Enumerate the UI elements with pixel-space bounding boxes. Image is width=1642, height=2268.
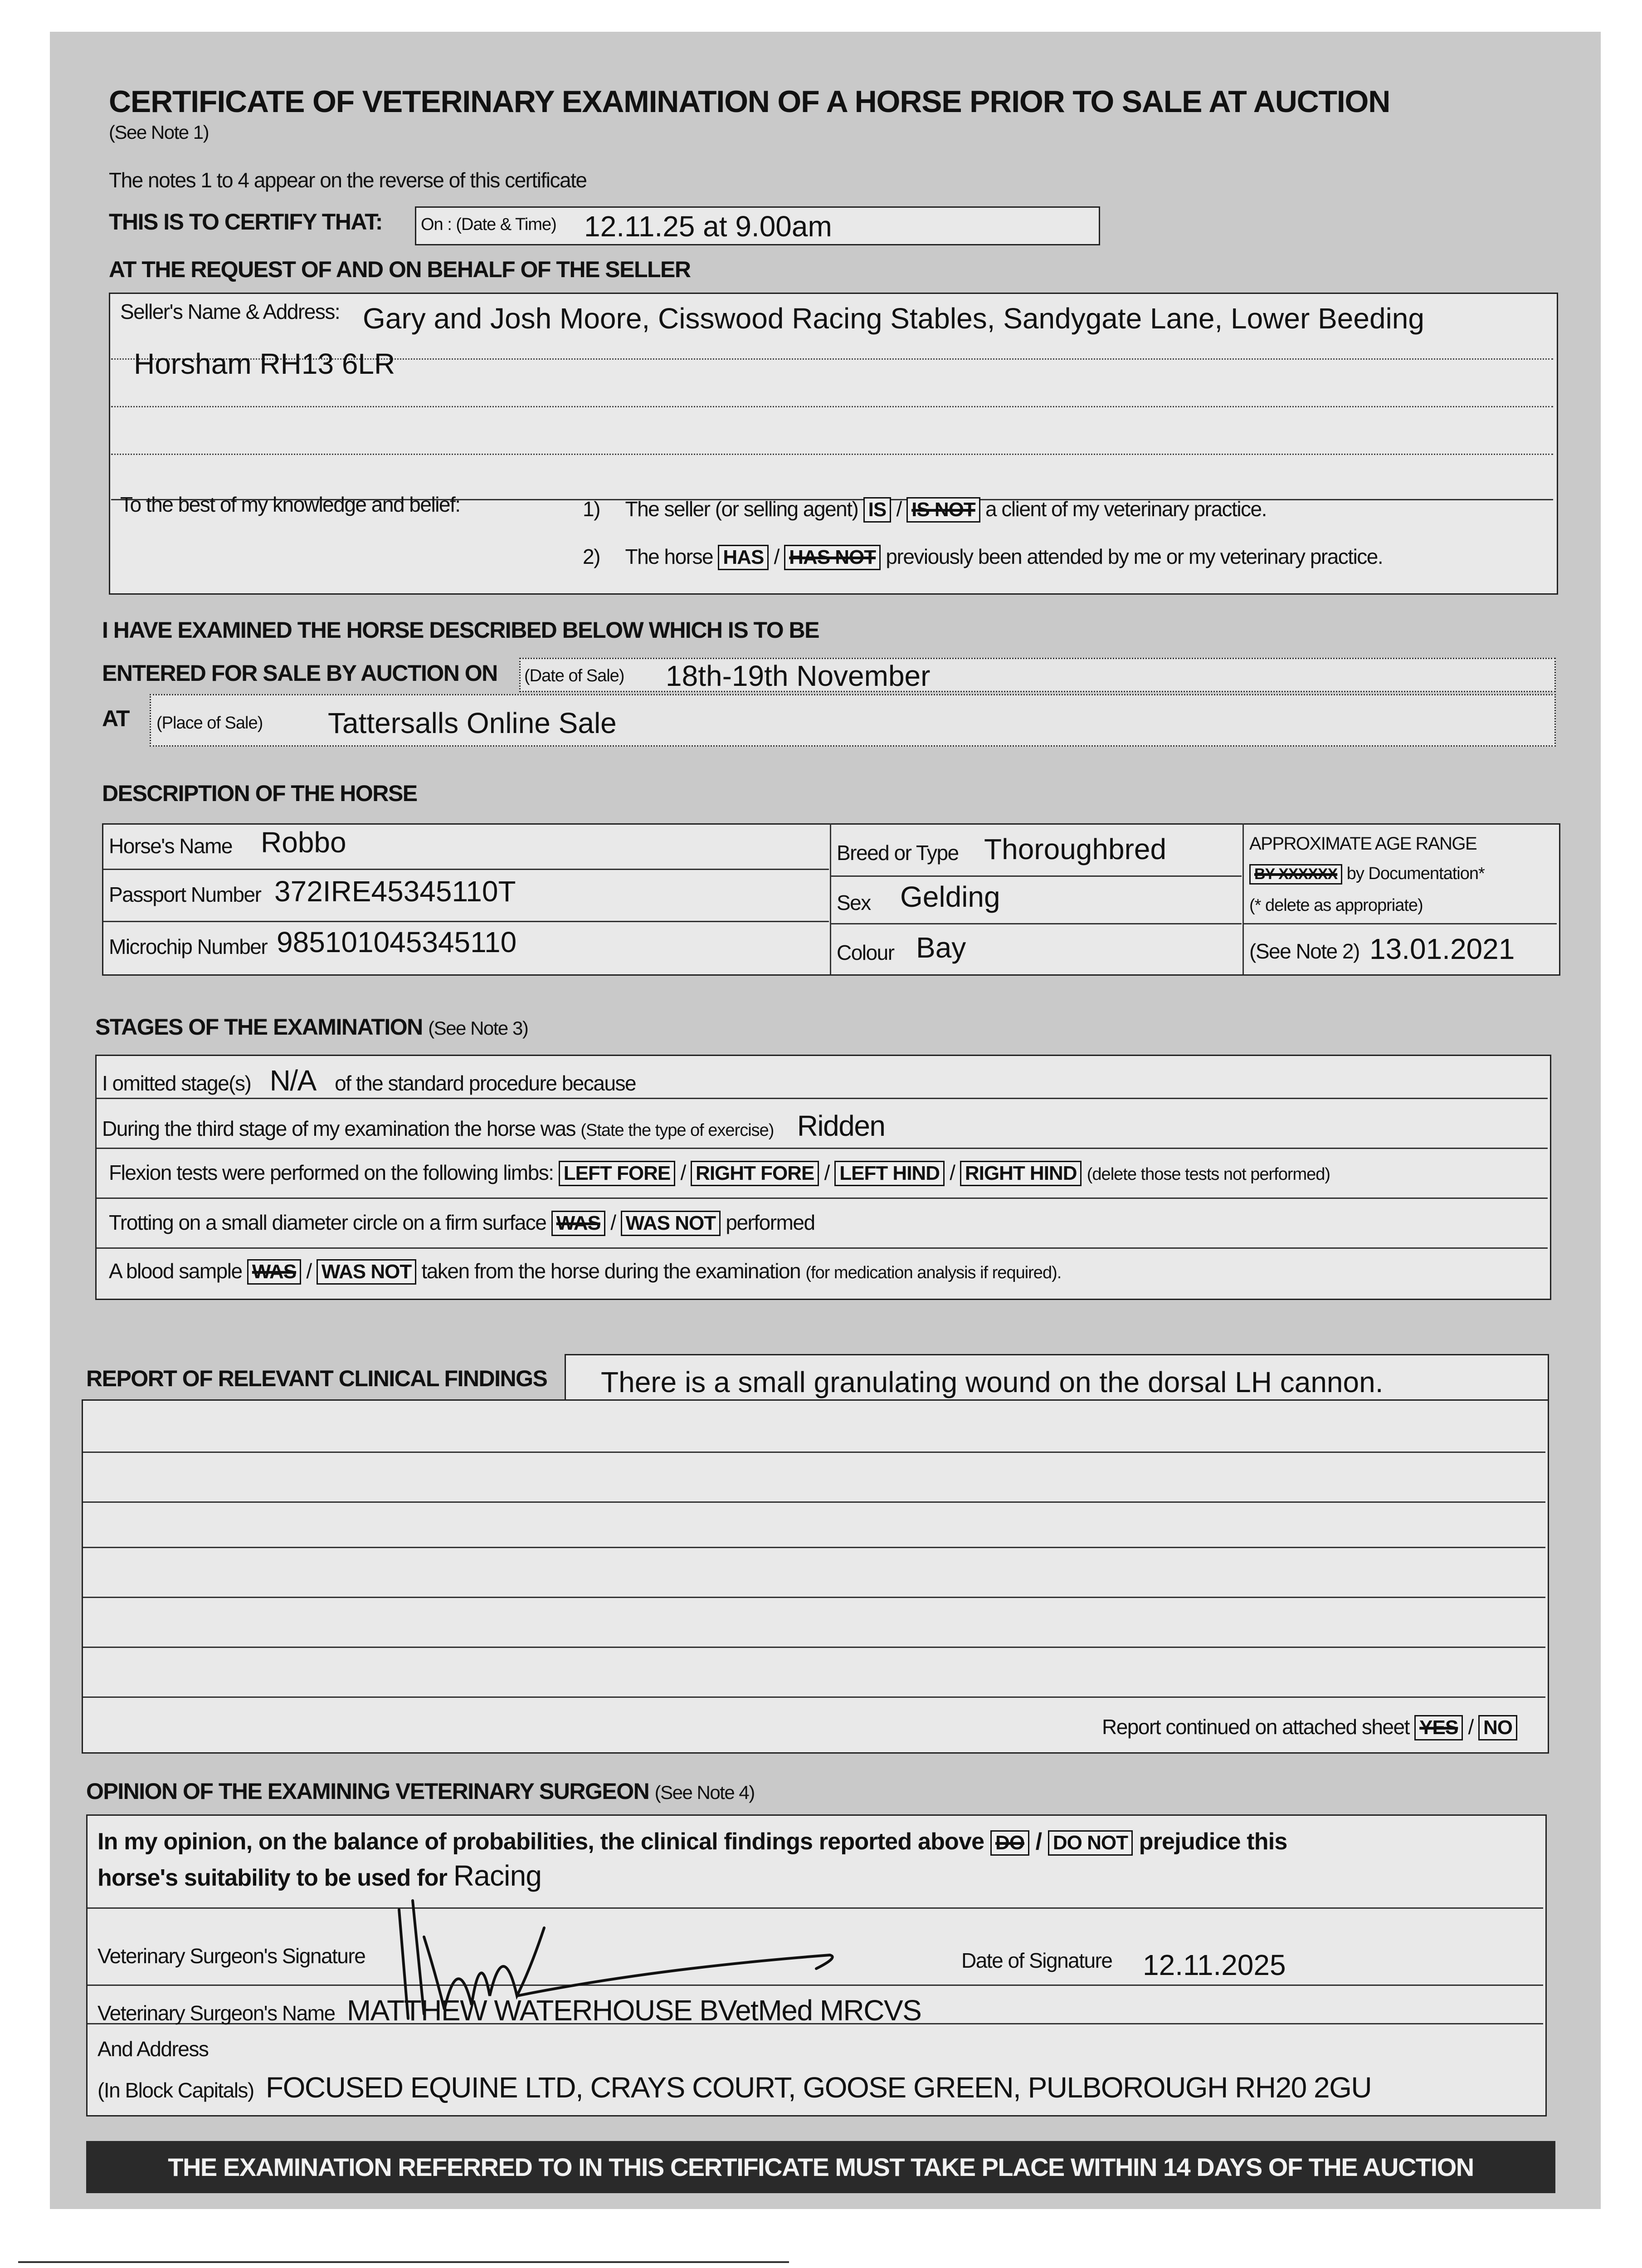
flexion-row: Flexion tests were performed on the following limbs: LEFT FORE / RIGHT FORE / LEFT HIND / RIGHT HIND (delete those tests not performed) [109,1160,1330,1186]
seller-rule-2 [111,406,1553,407]
date-of-sale-value: 18th-19th November [666,660,931,692]
opinion-heading-text: OPINION OF THE EXAMINING VETERINARY SURGEON [86,1779,649,1804]
desc-row-divider-2 [103,921,829,922]
opinion-tail: prejudice this [1139,1828,1287,1855]
opinion-line-1: In my opinion, on the balance of probabilities, the clinical findings reported above DO / DO NOT prejudice this [97,1828,1287,1855]
examined-heading: I HAVE EXAMINED THE HORSE DESCRIBED BELOW WHICH IS TO BE [102,617,819,643]
stages-rule-4 [97,1247,1548,1249]
bottom-edge-line [18,2261,789,2263]
stages-heading [95,1014,528,1040]
desc-row-divider-5 [1244,923,1557,924]
k2-text: The horse [625,545,713,568]
vet-name-row [97,1994,921,2027]
report-rule-3 [83,1547,1545,1548]
microchip-label: Microchip Number [109,935,268,958]
k1-text: The seller (or selling agent) [625,497,858,521]
third-stage-hint: (State the type of exercise) [580,1121,774,1140]
desc-row-divider-4 [831,923,1242,924]
flexion-left-hind[interactable]: LEFT HIND [834,1161,945,1186]
omitted-tail: of the standard procedure because [335,1071,636,1095]
request-heading: AT THE REQUEST OF AND ON BEHALF OF THE SELLER [109,257,691,282]
blood-tail: taken from the horse during the examination [421,1259,801,1283]
opinion-text-2: horse's suitability to be used for [97,1865,448,1891]
sex-value[interactable]: Gelding [900,880,1000,913]
on-date-field[interactable] [415,206,1100,245]
blood-was-not-option[interactable]: WAS NOT [317,1259,416,1285]
signature-date-value[interactable]: 12.11.2025 [1143,1949,1286,1981]
blood-row: A blood sample WAS / WAS NOT taken from the horse during the examination (for medication analysis if required). [109,1259,1061,1285]
trot-was-option[interactable]: WAS [551,1211,605,1236]
report-heading: REPORT OF RELEVANT CLINICAL FINDINGS [86,1366,547,1391]
age-heading: APPROXIMATE AGE RANGE [1249,834,1477,854]
at-label: AT [102,706,129,731]
knowledge-item-2: 2) The horse HAS / HAS NOT previously been attended by me or my veterinary practice. [583,544,1383,570]
stages-rule-2 [97,1148,1548,1149]
flexion-right-hind[interactable]: RIGHT HIND [960,1161,1082,1186]
age-delete-note: (* delete as appropriate) [1249,896,1423,915]
address-value[interactable]: FOCUSED EQUINE LTD, CRAYS COURT, GOOSE GREEN, PULBOROUGH RH20 2GU [266,2071,1372,2104]
on-date-value: 12.11.25 at 9.00am [584,210,832,243]
age-value[interactable]: 13.01.2021 [1369,933,1515,965]
continued-no-option[interactable]: NO [1478,1715,1517,1740]
report-rule-1 [83,1452,1545,1453]
address-row [97,2071,1371,2104]
on-date-label: On : (Date & Time) [421,215,556,234]
k1-is-not-option[interactable]: IS NOT [906,497,980,523]
date-of-sale-field[interactable] [519,658,1556,692]
place-of-sale-value: Tattersalls Online Sale [328,707,617,739]
signature-label: Veterinary Surgeon's Signature [97,1944,365,1968]
k2-has-not-option[interactable]: HAS NOT [784,545,881,570]
breed-label: Breed or Type [837,841,959,865]
k2-tail: previously been attended by me or my veterinary practice. [886,545,1383,568]
flexion-label: Flexion tests were performed on the following limbs: [109,1161,554,1184]
seller-rule-3 [111,454,1553,455]
description-heading: DESCRIPTION OF THE HORSE [102,781,417,806]
age-by-documentation [1249,864,1485,885]
stages-rule-3 [97,1198,1548,1199]
footer-banner: THE EXAMINATION REFERRED TO IN THIS CERTIFICATE MUST TAKE PLACE WITHIN 14 DAYS OF THE AUCTION [86,2141,1555,2193]
k1-is-option[interactable]: IS [863,497,892,523]
passport-value[interactable]: 372IRE45345110T [274,875,516,908]
opinion-note: (See Note 4) [654,1782,755,1803]
blood-was-option[interactable]: WAS [247,1259,301,1285]
report-rule-5 [83,1647,1545,1648]
third-stage-label: During the third stage of my examination the horse was [102,1117,576,1140]
place-of-sale-field[interactable] [150,694,1556,747]
entered-label: ENTERED FOR SALE BY AUCTION ON [102,660,497,686]
opinion-heading [86,1778,755,1804]
date-of-sale-label: (Date of Sale) [524,666,624,685]
horse-name-label: Horse's Name [109,834,232,858]
sex-label: Sex [837,891,871,914]
continued-yes-option[interactable]: YES [1414,1715,1463,1740]
microchip-value[interactable]: 985101045345110 [277,926,517,958]
continued-label: Report continued on attached sheet [1102,1715,1409,1739]
seller-line2[interactable]: Horsham RH13 6LR [134,347,395,380]
flexion-tail: (delete those tests not performed) [1087,1165,1330,1184]
vet-name-value[interactable]: MATTHEW WATERHOUSE BVetMed MRCVS [346,1994,921,2027]
omitted-value[interactable]: N/A [269,1064,316,1097]
vet-name-label: Veterinary Surgeon's Name [97,2001,335,2025]
desc-row-divider-1 [103,869,829,870]
report-value[interactable]: There is a small granulating wound on the dorsal LH cannon. [601,1366,1384,1398]
continued-row: Report continued on attached sheet YES / NO [1102,1715,1517,1740]
page-title: CERTIFICATE OF VETERINARY EXAMINATION OF A HORSE PRIOR TO SALE AT AUCTION [109,84,1390,119]
k2-has-option[interactable]: HAS [718,545,769,570]
opinion-do-not-option[interactable]: DO NOT [1048,1830,1133,1856]
opinion-do-option[interactable]: DO [990,1830,1029,1856]
blood-hint: (for medication analysis if required). [805,1263,1062,1282]
k2-num: 2) [583,545,600,568]
k1-num: 1) [583,497,600,521]
k1-tail: a client of my veterinary practice. [985,497,1267,521]
breed-value[interactable]: Thoroughbred [984,833,1167,865]
opinion-value[interactable]: Racing [453,1859,542,1892]
stages-rule-1 [97,1098,1548,1099]
notes-line: The notes 1 to 4 appear on the reverse of this certificate [109,168,587,192]
address-label-2: (In Block Capitals) [97,2078,254,2102]
blood-label: A blood sample [109,1259,242,1283]
age-by-text: by Documentation* [1346,864,1485,883]
knowledge-label: To the best of my knowledge and belief: [120,493,460,516]
horse-name-value[interactable]: Robbo [261,826,346,859]
knowledge-item-1: 1) The seller (or selling agent) IS / IS NOT a client of my veterinary practice. [583,497,1267,523]
seller-line1[interactable]: Gary and Josh Moore, Cisswood Racing Stables, Sandygate Lane, Lower Beeding [363,302,1424,335]
see-note-1: (See Note 1) [109,122,209,143]
passport-label: Passport Number [109,883,261,906]
trot-label: Trotting on a small diameter circle on a firm surface [109,1211,546,1234]
desc-col-divider-1 [830,823,831,974]
report-rule-6 [83,1696,1545,1698]
omitted-label: I omitted stage(s) [102,1071,251,1095]
third-stage-row [102,1109,885,1143]
age-deleted-option[interactable]: BY XXXXXX [1249,864,1342,885]
address-label-1: And Address [97,2037,209,2061]
colour-label: Colour [837,941,894,964]
third-stage-value[interactable]: Ridden [797,1110,885,1142]
stages-heading-text: STAGES OF THE EXAMINATION [95,1014,423,1040]
certify-label: THIS IS TO CERTIFY THAT: [109,209,382,235]
opinion-text-1: In my opinion, on the balance of probabilities, the clinical findings reported above [97,1828,984,1855]
trot-was-not-option[interactable]: WAS NOT [621,1211,721,1236]
report-rule-4 [83,1597,1545,1598]
place-of-sale-label: (Place of Sale) [156,714,263,733]
age-see-note: (See Note 2) [1249,939,1359,963]
omitted-row [102,1064,636,1097]
signature-date-label: Date of Signature [961,1949,1112,1972]
desc-row-divider-3 [831,875,1242,877]
trot-row: Trotting on a small diameter circle on a firm surface WAS / WAS NOT performed [109,1210,815,1236]
stages-note: (See Note 3) [428,1017,528,1039]
colour-value[interactable]: Bay [916,931,966,964]
desc-col-divider-2 [1242,823,1244,974]
trot-tail: performed [726,1211,815,1234]
flexion-right-fore[interactable]: RIGHT FORE [691,1161,819,1186]
flexion-left-fore[interactable]: LEFT FORE [559,1161,675,1186]
seller-label: Seller's Name & Address: [120,300,340,323]
report-rule-2 [83,1501,1545,1503]
